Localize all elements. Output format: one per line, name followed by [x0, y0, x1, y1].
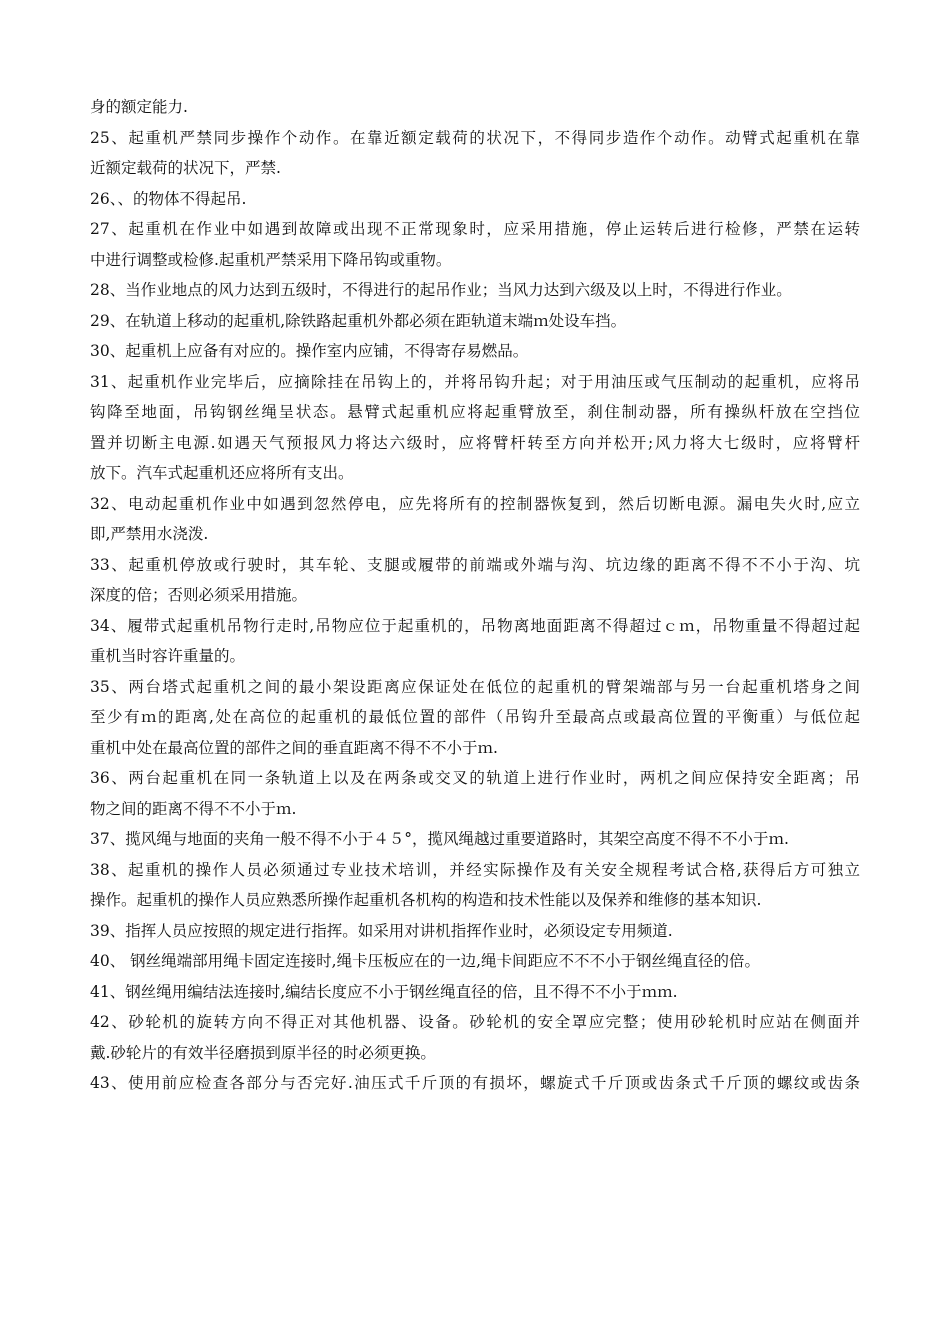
text-line: 32、电动起重机作业中如遇到忽然停电，应先将所有的控制器恢复到，然后切断电源。漏电失火时,应立 [90, 494, 860, 513]
text-line: 中进行调整或检修.起重机严禁采用下降吊钩或重物。 [90, 250, 452, 269]
text-line: 至少有ｍ的距离,处在高位的起重机的最低位置的部件（吊钩升至最高点或最高位置的平衡重）与低位起 [90, 708, 860, 726]
text-line: 42、砂轮机的旋转方向不得正对其他机器、设备。砂轮机的安全罩应完整；使用砂轮机时应站在侧面并 [90, 1013, 860, 1031]
text-line: 30、起重机上应备有对应的。操作室内应铺，不得寄存易燃品。 [90, 342, 529, 360]
text-line: 35、两台塔式起重机之间的最小架设距离应保证处在低位的起重机的臂架端部与另一台起重机塔身之间 [90, 677, 860, 696]
text-line: 37、揽风绳与地面的夹角一般不得不小于４５°，揽风绳越过重要道路时，其架空高度不得不不小于ｍ. [90, 830, 789, 848]
text-line: 深度的倍；否则必须采用措施。 [90, 586, 308, 604]
text-line: 34、履带式起重机吊物行走时,吊物应位于起重机的，吊物离地面距离不得超过ｃｍ，吊物重量不得超过起 [90, 616, 860, 635]
text-line: 39、指挥人员应按照的规定进行指挥。如采用对讲机指挥作业时，必须设定专用频道. [90, 921, 673, 940]
text-line: 28、当作业地点的风力达到五级时，不得进行的起吊作业；当风力达到六级及以上时，不得进行作业。 [90, 281, 792, 299]
text-line: 41、钢丝绳用编结法连接时,编结长度应不小于钢丝绳直径的倍，且不得不不小于ｍｍ. [90, 982, 678, 1001]
text-line: 置并切断主电源.如遇天气预报风力将达六级时，应将臂杆转至方向并松开;风力将大七级时，应将臂杆 [90, 433, 860, 452]
text-line: 近额定载荷的状况下，严禁. [90, 159, 281, 177]
text-line: 戴.砂轮片的有效半径磨损到原半径的时必须更换。 [90, 1043, 436, 1062]
text-line: 25、起重机严禁同步操作个动作。在靠近额定载荷的状况下，不得同步造作个动作。动臂式起重机在靠 [90, 128, 860, 147]
text-line: 26、、的物体不得起吊. [90, 189, 247, 208]
document-page [90, 92, 860, 1099]
text-line: 放下。汽车式起重机还应将所有支出。 [90, 464, 354, 482]
text-line: 重机当时容许重量的。 [90, 647, 246, 665]
text-line: 43、使用前应检查各部分与否完好.油压式千斤顶的有损坏，螺旋式千斤顶或齿条式千斤顶的螺纹或齿条 [90, 1074, 860, 1092]
text-line: 33、起重机停放或行驶时，其车轮、支腿或履带的前端或外端与沟、坑边缘的距离不得不不小于沟、坑 [90, 555, 860, 574]
text-line: 重机中处在最高位置的部件之间的垂直距离不得不不小于ｍ. [90, 738, 498, 757]
text-line: 操作。起重机的操作人员应熟悉所操作起重机各机构的构造和技术性能以及保养和维修的基本知识. [90, 891, 762, 909]
text-line: 40、 钢丝绳端部用绳卡固定连接时,绳卡压板应在的一边,绳卡间距应不不不小于钢丝绳直径的倍。 [90, 952, 761, 970]
text-line: 29、在轨道上移动的起重机,除铁路起重机外都必须在距轨道末端ｍ处设车挡。 [90, 311, 627, 330]
text-line: 31、起重机作业完毕后，应摘除挂在吊钩上的，并将吊钩升起；对于用油压或气压制动的起重机，应将吊 [90, 372, 860, 391]
text-line: 38、起重机的操作人员必须通过专业技术培训，并经实际操作及有关安全规程考试合格,获得后方可独立 [90, 860, 860, 879]
text-line: 36、两台起重机在同一条轨道上以及在两条或交叉的轨道上进行作业时，两机之间应保持安全距离；吊 [90, 769, 860, 787]
text-line: 身的额定能力. [90, 98, 188, 116]
text-line: 即,严禁用水浇泼. [90, 525, 209, 543]
text-line: 27、起重机在作业中如遇到故障或出现不正常现象时，应采用措施，停止运转后进行检修，严禁在运转 [90, 220, 860, 238]
text-line: 物之间的距离不得不不小于ｍ. [90, 799, 297, 818]
text-line: 钩降至地面，吊钩钢丝绳呈状态。悬臂式起重机应将起重臂放至，刹住制动器，所有操纵杆放在空挡位 [90, 403, 860, 421]
